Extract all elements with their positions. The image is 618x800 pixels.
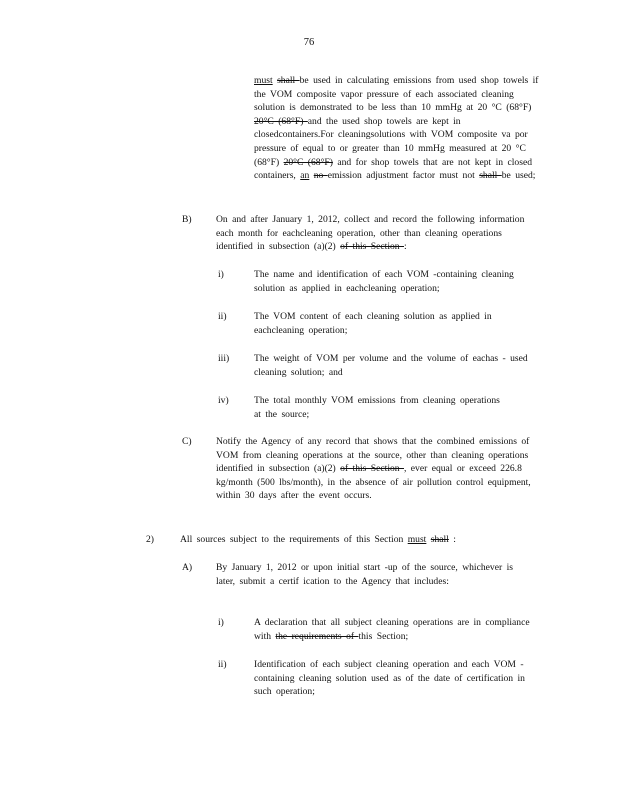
deleted-text: no	[313, 170, 328, 182]
deleted-text: the requirements of	[275, 630, 359, 642]
inserted-text: an	[300, 170, 310, 182]
inserted-text: must	[407, 534, 427, 545]
text-run: and for shop towels that are not kept in closed containers,	[254, 156, 532, 182]
text-run: Identification of each subject cleaning operation and each VOM -containing cleaning solution used as of the date of certification in such operation;	[254, 659, 525, 698]
text-run: be used;	[501, 170, 536, 182]
item-b-iii-label: iii)	[218, 353, 230, 364]
item-b-iv-label: iv)	[218, 395, 229, 406]
text-run: and the used shop towels are kept in closedcontainers.For cleaningsolutions with VOM composite va por pressure of equal to or greater than 10 mmHg measured at 20 °C (68°F)	[254, 115, 528, 168]
deleted-text: shall	[430, 534, 449, 545]
item-2-text	[180, 533, 540, 547]
deleted-text: shall	[277, 75, 300, 86]
deleted-text: shall	[479, 170, 502, 182]
item-b-iii-text: The weight of VOM per volume and the volume of eachas - used cleaning solution; and	[254, 353, 528, 378]
item-a-text	[216, 561, 516, 588]
text-run: emission adjustment factor must not	[327, 170, 480, 182]
text-run: By January 1, 2012 or upon initial start -up of the source, whichever is later, submit a certif ication to the Agency that includes:	[216, 562, 513, 587]
item-b-text	[216, 213, 538, 254]
text-run: :	[448, 534, 456, 545]
text-run: A declaration that all subject cleaning operations are in compliance with	[254, 617, 530, 642]
item-a-i-label: i)	[218, 617, 224, 628]
item-a-ii-text	[254, 658, 540, 699]
text-run: On and after January 1, 2012, collect and record the following information each month for eachcleaning operation, other than cleaning operations identified in subsection (a)(2)	[216, 214, 525, 253]
item-b-ii-label: ii)	[218, 311, 227, 322]
item-a-ii-label: ii)	[218, 659, 227, 670]
intro-paragraph	[254, 74, 540, 183]
deleted-text: 20°C (68°F)	[283, 156, 333, 168]
text-run: Notify the Agency of any record that shows that the combined emissions of VOM from cleaning operations at the source, other than cleaning operations identified in subsection (a)(2)	[216, 436, 530, 475]
item-b-i-text: The name and identification of each VOM -containing cleaning solution as applied in eachcleaning operation;	[254, 269, 514, 294]
inserted-text: must	[254, 75, 273, 86]
deleted-text: of this Section	[340, 463, 404, 475]
item-c-text	[216, 435, 540, 503]
text-run: be used in calculating emissions from used shop towels if the VOM composite vapor pressure of each associated cleaning solution is demonstrated to be less than 10 mmHg at 20 °C (68°F)	[254, 75, 539, 114]
text-run: this Section;	[358, 630, 409, 642]
deleted-text: 20°C (68°F)	[254, 115, 308, 127]
item-b-ii-text: The VOM content of each cleaning solution as applied in eachcleaning operation;	[254, 311, 492, 336]
item-b-iv-text: The total monthly VOM emissions from cleaning operations at the source;	[254, 395, 500, 420]
text-run: :	[403, 241, 407, 253]
item-c-label: C)	[182, 436, 192, 447]
page-number: 76	[303, 37, 315, 48]
item-2-label: 2)	[146, 534, 154, 545]
text-run: , ever equal or exceed 226.8 kg/month (500 lbs/month), in the absence of air pollution control equipment, within 30 days after the event occurs.	[216, 463, 531, 502]
item-a-i-text	[254, 616, 540, 643]
item-a-label: A)	[182, 562, 193, 573]
text-run: All sources subject to the requirements of this Section	[180, 534, 408, 545]
deleted-text: of this Section	[340, 241, 404, 253]
item-b-label: B)	[182, 214, 192, 225]
item-b-i-label: i)	[218, 269, 224, 280]
